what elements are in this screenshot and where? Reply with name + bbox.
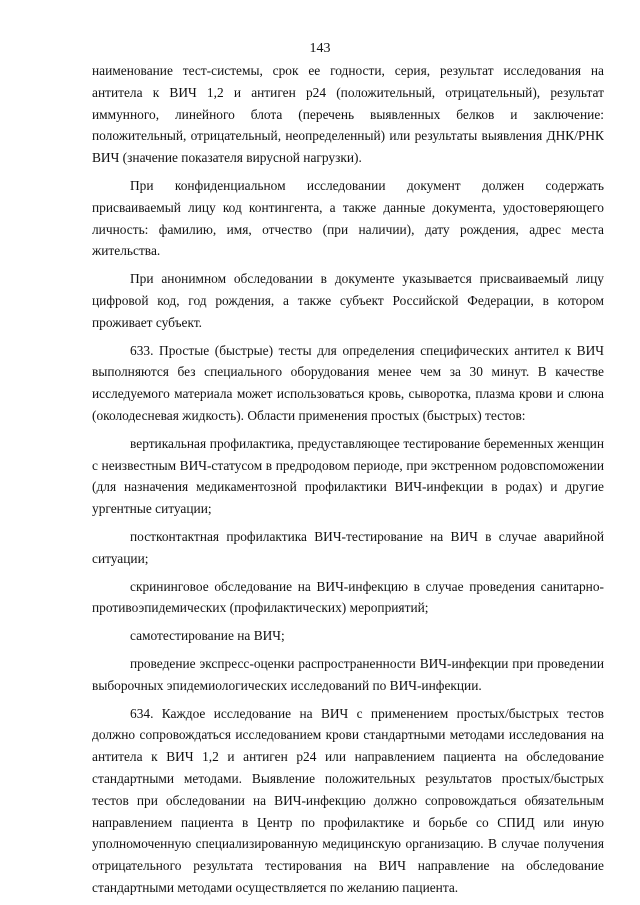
list-item-postcontact-prophylaxis: постконтактная профилактика ВИЧ-тестирование на ВИЧ в случае аварийной ситуации; bbox=[92, 528, 604, 566]
list-item-screening: скрининговое обследование на ВИЧ-инфекцию в случае проведения санитарно-противоэпидемических (профилактических) мероприятий; bbox=[92, 578, 604, 616]
paragraph-confidential-study: При конфиденциальном исследовании документ должен содержать присваиваемый лицу код контингента, а также данные документа, удостоверяющего личность: фамилию, имя, отчество (при наличии), дату рождения, адрес места жительства. bbox=[92, 177, 604, 259]
document-body bbox=[92, 60, 604, 899]
paragraph-anonymous-study: При анонимном обследовании в документе указывается присваиваемый лицу цифровой код, год рождения, а также субъект Российской Федерации, в котором проживает субъект. bbox=[92, 271, 604, 330]
list-item-express-assessment: проведение экспресс-оценки распространенности ВИЧ-инфекции при проведении выборочных эпидемиологических исследований по ВИЧ-инфекции. bbox=[92, 655, 604, 693]
paragraph-clause-634: 634. Каждое исследование на ВИЧ с применением простых/быстрых тестов должно сопровождаться исследованием крови стандартными методами исследования на антитела к ВИЧ 1,2 и антиген p24 или направлением пациента на обследование стандартными методами. Выявление положительных результатов простых/быстрых тестов при обследовании на ВИЧ-инфекцию должно сопровождаться обязательным направлением пациента в Центр по профилактике и борьбе со СПИД или иную уполномоченную специализированную медицинскую организацию. В случае получения отрицательного результата тестирования на ВИЧ направление на обследование стандартными методами осуществляется по желанию пациента. bbox=[92, 705, 604, 895]
paragraph-result-details: наименование тест-системы, срок ее годности, серия, результат исследования на антитела к ВИЧ 1,2 и антиген p24 (положительный, отрицательный), результат иммунного, линейного блота (перечень выявленных белков и заключение: положительный, отрицательный, неопределенный) или результаты выявления ДНК/РНК ВИЧ (значение показателя вирусной нагрузки). bbox=[92, 63, 604, 166]
paragraph-clause-633: 633. Простые (быстрые) тесты для определения специфических антител к ВИЧ выполняются без специального оборудования менее чем за 30 минут. В качестве исследуемого материала может использоваться кровь, сыворотка, плазма крови и слюна (околодесневая жидкость). Области применения простых (быстрых) тестов: bbox=[92, 342, 604, 423]
list-item-self-testing: самотестирование на ВИЧ; bbox=[130, 628, 285, 644]
list-item-vertical-prophylaxis: вертикальная профилактика, предуставляющее тестирование беременных женщин с неизвестным ВИЧ-статусом в предродовом периоде, при экстренном родовспоможении (для назначения медикаментозной профилактики ВИЧ-инфекции в родах) и другие ургентные ситуации; bbox=[92, 435, 604, 517]
page-number: 143 bbox=[309, 41, 331, 56]
